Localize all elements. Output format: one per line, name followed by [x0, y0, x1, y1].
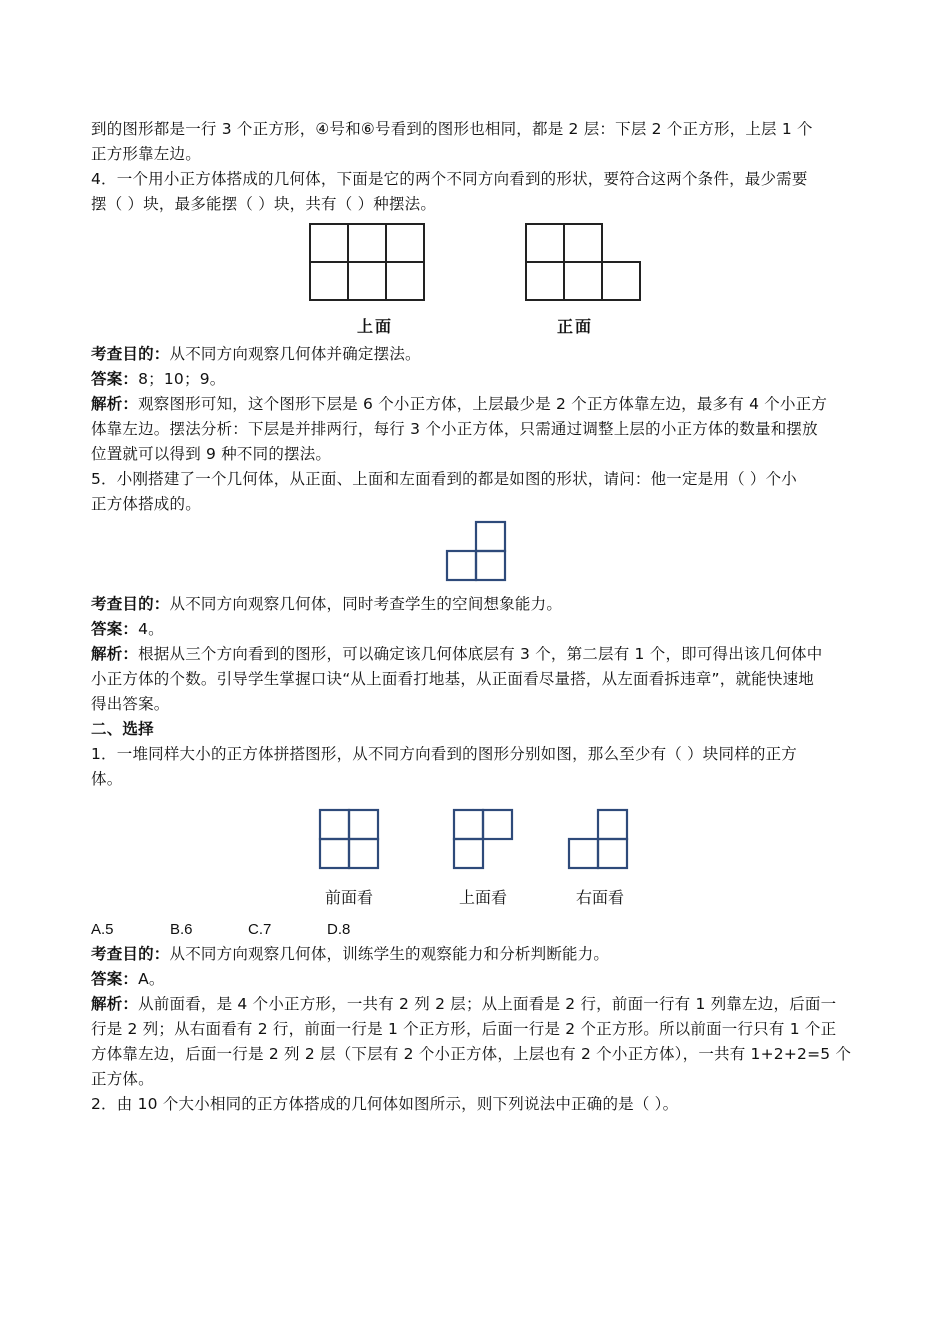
front-view-caption: 正面 — [557, 317, 594, 336]
answer-line — [91, 617, 863, 642]
l-shape-figure — [445, 520, 509, 584]
analysis-text: 得出答案。 — [91, 695, 170, 713]
analysis-text: 观察图形可知，这个图形下层是 6 个小正方体，上层最少是 2 个正方体靠左边，最多有 4 个小正方 — [138, 395, 828, 413]
analysis-line — [91, 392, 863, 417]
answer-line — [91, 967, 863, 992]
section-heading: 二、选择 — [91, 720, 154, 738]
top-view-figure — [452, 808, 516, 872]
option-d: D.8 — [327, 921, 351, 938]
purpose-line — [91, 342, 863, 367]
front-view-figure — [524, 222, 644, 302]
answer-text: A。 — [138, 970, 165, 988]
purpose-label: 考查目的： — [91, 595, 170, 613]
analysis-line — [91, 992, 863, 1017]
text-line: 正方形靠左边。 — [91, 145, 201, 163]
question-4-line: 4．一个用小正方体搭成的几何体，下面是它的两个不同方向看到的形状，要符合这两个条件，最少需要 — [91, 170, 808, 188]
purpose-text: 从不同方向观察几何体并确定摆法。 — [169, 345, 421, 363]
analysis-label: 解析： — [91, 645, 139, 663]
analysis-text: 方体靠左边，后面一行是 2 列 2 层（下层有 2 个小正方体，上层也有 2 个小正方体），一共有 1+2+2=5 个 — [91, 1045, 852, 1063]
answer-label: 答案： — [91, 620, 139, 638]
question-5-line: 正方体搭成的。 — [91, 495, 201, 513]
analysis-line — [91, 642, 863, 667]
choice-1-line: 1．一堆同样大小的正方体拼搭图形，从不同方向看到的图形分别如图，那么至少有（ ）块同样的正方 — [91, 745, 797, 763]
analysis-text: 体靠左边。摆法分析：下层是并排两行，每行 3 个小正方体，只需通过调整上层的小正方体的数量和摆放 — [91, 420, 818, 438]
option-a: A.5 — [91, 921, 114, 938]
analysis-text: 正方体。 — [91, 1070, 154, 1088]
analysis-label: 解析： — [91, 395, 139, 413]
answer-label: 答案： — [91, 970, 139, 988]
purpose-label: 考查目的： — [91, 945, 170, 963]
top-view-figure — [308, 222, 428, 302]
analysis-text: 行是 2 列；从右面看有 2 行，前面一行是 1 个正方形，后面一行是 2 个正方形。所以前面一行只有 1 个正 — [91, 1020, 837, 1038]
answer-text: 8；10；9。 — [138, 370, 226, 388]
front-view-caption: 前面看 — [325, 888, 374, 907]
question-4-line: 摆（ ）块，最多能摆（ ）块，共有（ ）种摆法。 — [91, 195, 437, 213]
right-view-caption: 右面看 — [576, 888, 625, 907]
answer-label: 答案： — [91, 370, 139, 388]
purpose-text: 从不同方向观察几何体，训练学生的观察能力和分析判断能力。 — [169, 945, 610, 963]
front-view-figure — [318, 808, 382, 872]
option-c: C.7 — [248, 921, 272, 938]
top-view-caption: 上面看 — [459, 888, 508, 907]
right-view-figure — [567, 808, 631, 872]
option-b: B.6 — [170, 921, 193, 938]
purpose-line — [91, 942, 863, 967]
purpose-line — [91, 592, 863, 617]
analysis-text: 小正方体的个数。引导学生掌握口诀“从上面看打地基，从正面看尽量搭，从左面看拆违章”，就能快速地 — [91, 670, 814, 688]
purpose-text: 从不同方向观察几何体，同时考查学生的空间想象能力。 — [169, 595, 563, 613]
question-5-line: 5．小刚搭建了一个几何体，从正面、上面和左面看到的都是如图的形状，请问：他一定是用（ ）个小 — [91, 470, 797, 488]
answer-line — [91, 367, 863, 392]
analysis-text: 位置就可以得到 9 种不同的摆法。 — [91, 445, 332, 463]
top-view-caption: 上面 — [357, 317, 394, 336]
answer-text: 4。 — [138, 620, 164, 638]
analysis-label: 解析： — [91, 995, 139, 1013]
analysis-text: 根据从三个方向看到的图形，可以确定该几何体底层有 3 个，第二层有 1 个，即可得出该几何体中 — [138, 645, 823, 663]
choice-2-line: 2．由 10 个大小相同的正方体搭成的几何体如图所示，则下列说法中正确的是（ ）。 — [91, 1095, 679, 1113]
choice-1-line: 体。 — [91, 770, 123, 788]
purpose-label: 考查目的： — [91, 345, 170, 363]
text-line: 到的图形都是一行 3 个正方形，④号和⑥号看到的图形也相同，都是 2 层：下层 2 个正方形，上层 1 个 — [91, 120, 813, 138]
analysis-text: 从前面看，是 4 个小正方形，一共有 2 列 2 层；从上面看是 2 行，前面一行有 1 列靠左边，后面一 — [138, 995, 837, 1013]
